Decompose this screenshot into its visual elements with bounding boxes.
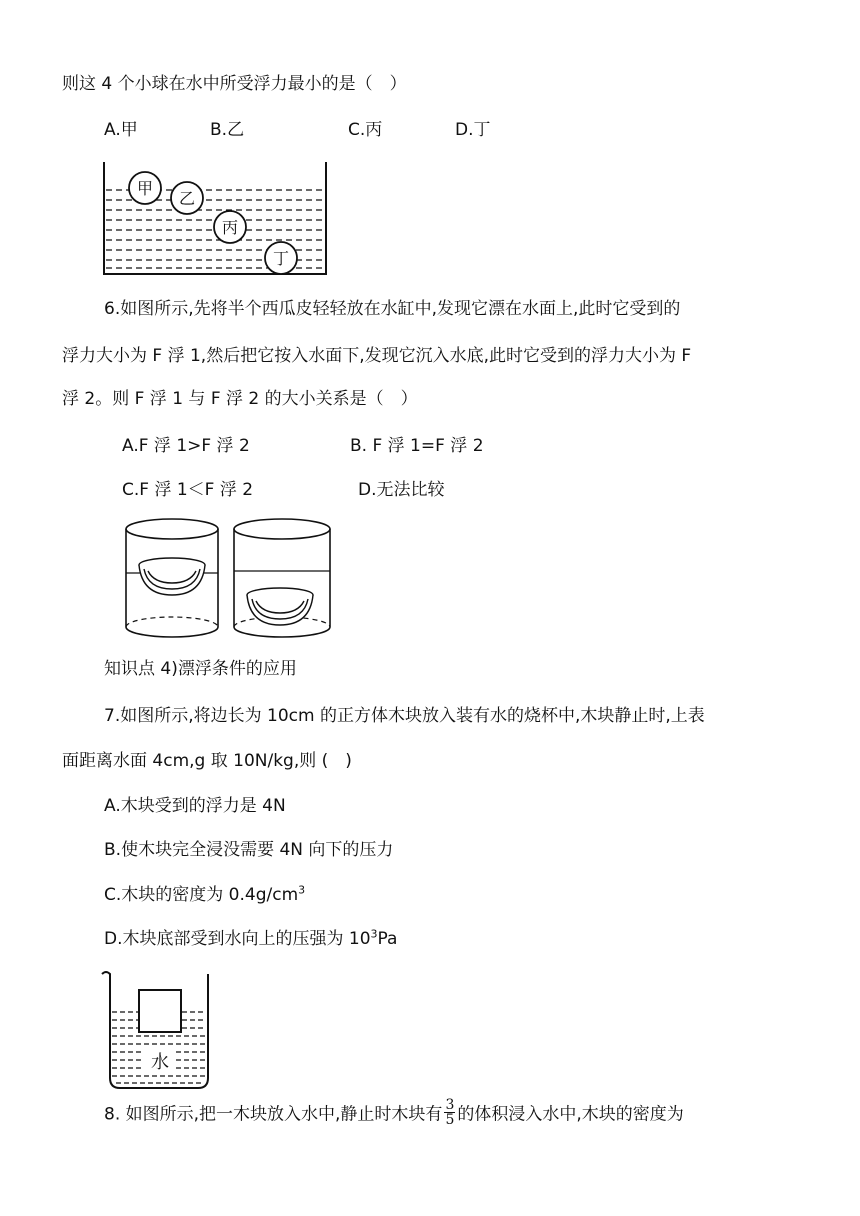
q6-cylinders-figure [122,515,342,645]
q7-beaker-figure [100,968,220,1093]
q7-option-a: A.木块受到的浮力是 4N [104,796,286,816]
q7-option-b: B.使木块完全浸没需要 4N 向下的压力 [104,840,394,860]
q6-option-c: C.F 浮 1＜F 浮 2 [122,480,254,500]
q7-option-d: D.木块底部受到水向上的压强为 $10^3Pa$ [104,927,398,949]
q6-option-a: A.F 浮 1>F 浮 2 [122,436,250,456]
q6-line-2: 浮力大小为 F 浮 1,然后把它按入水面下,发现它沉入水底,此时它受到的浮力大小为 F [62,346,692,366]
q8-line-1: 8. 如图所示,把一木块放入水中,静止时木块有 $\frac{3}{5}$ 的体积浸入水中,木块的密度为 [104,1097,684,1128]
water-label: 水 [151,1052,169,1073]
q5-option-a: A.甲 [104,120,138,140]
q5-tank-figure [100,160,330,280]
q6-option-b: B. F 浮 1=F 浮 2 [350,436,484,456]
q7-line-2: 面距离水面 4cm,g 取 10N/kg,则 ( ) [62,751,352,771]
ball-label-jia: 甲 [136,179,154,198]
q5-stem: 则这 4 个小球在水中所受浮力最小的是（ ） [62,74,407,94]
ball-label-bing: 丙 [221,218,239,237]
q8-fraction: $\frac{3}{5}$ [445,1097,455,1128]
ball-label-yi: 乙 [178,189,196,208]
q6-option-d: D.无法比较 [358,480,445,500]
wood-block [139,990,181,1032]
q5-option-d: D.丁 [455,120,491,140]
q5-option-c: C.丙 [348,120,383,140]
q7-line-1: 7.如图所示,将边长为 10cm 的正方体木块放入装有水的烧杯中,木块静止时,上表 [104,706,705,726]
ball-label-ding: 丁 [272,249,290,268]
section-title: 知识点 4)漂浮条件的应用 [104,659,297,679]
q7-option-c: C.木块的密度为 $0.4g/cm^3$ [104,883,306,905]
q6-line-3: 浮 2。则 F 浮 1 与 F 浮 2 的大小关系是（ ） [62,389,418,409]
q6-line-1: 6.如图所示,先将半个西瓜皮轻轻放在水缸中,发现它漂在水面上,此时它受到的 [104,299,681,319]
q5-option-b: B.乙 [210,120,245,140]
